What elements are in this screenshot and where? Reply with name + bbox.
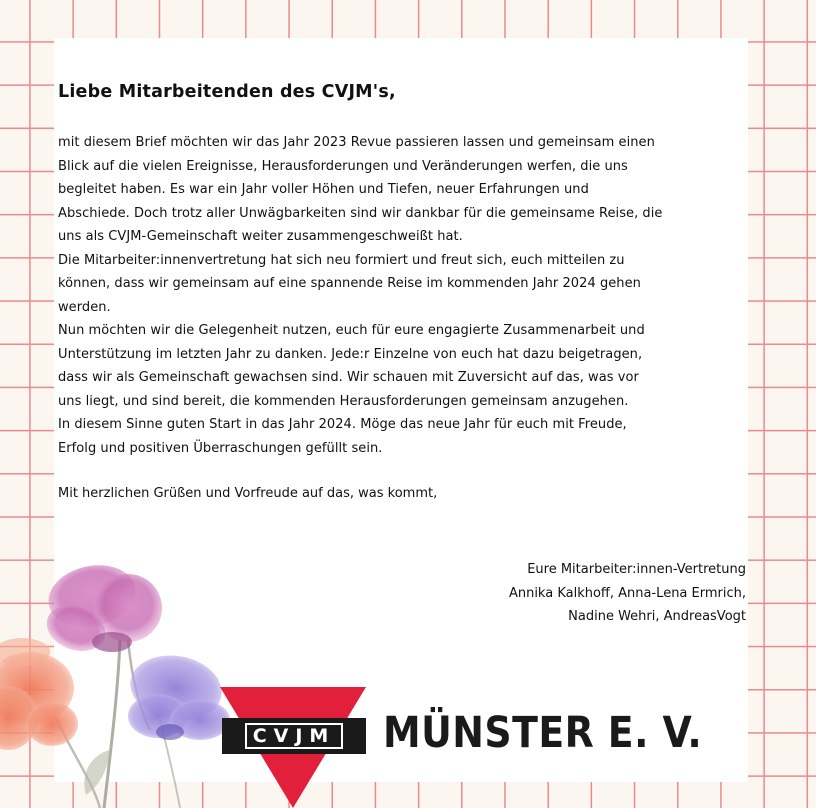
signature-line: Nadine Wehri, AndreasVogt: [568, 609, 746, 624]
letter-line: Blick auf die vielen Ereignisse, Herausforderungen und Veränderungen werfen, die uns: [58, 158, 628, 174]
watercolor-flowers: [0, 560, 240, 808]
signature-line: Eure Mitarbeiter:innen-Vertretung: [527, 562, 746, 577]
letter-paragraph: [58, 131, 748, 460]
letter-closing: Mit herzlichen Grüßen und Vorfreude auf das, was kommt,: [58, 486, 438, 501]
letter-line: werden.: [58, 299, 111, 315]
letter-line: Die Mitarbeiter:innenvertretung hat sich neu formiert und freut sich, euch mitteilen zu: [58, 252, 625, 268]
letter-line: Unterstützung im letzten Jahr zu danken. Jede:r Einzelne von euch hat dazu beigetragen,: [58, 346, 643, 362]
letter-line: dass wir als Gemeinschaft gewachsen sind. Wir schauen mit Zuversicht auf das, was vor: [58, 370, 639, 385]
letter-line: uns als CVJM-Gemeinschaft weiter zusammengeschweißt hat.: [58, 229, 463, 244]
letter-line: In diesem Sinne guten Start in das Jahr 2024. Möge das neue Jahr für euch mit Freude,: [58, 417, 627, 432]
letter-line: Abschiede. Doch trotz aller Unwägbarkeiten sind wir dankbar für die gemeinsame Reise, die: [58, 205, 663, 221]
letter-line: Nun möchten wir die Gelegenheit nutzen, euch für eure engagierte Zusammenarbeit und: [58, 323, 645, 338]
cvjm-logo-text: CVJM: [245, 723, 344, 749]
letter-greeting: Liebe Mitarbeitenden des CVJM's,: [58, 82, 396, 102]
cvjm-logo-mark: [222, 718, 366, 754]
letter-line: Erfolg und positiven Überraschungen gefüllt sein.: [58, 440, 383, 456]
logo-name: MÜNSTER E. V.: [383, 708, 703, 758]
letter-line: können, dass wir gemeinsam auf eine spannende Reise im kommenden Jahr 2024 gehen: [58, 276, 641, 291]
letter-line: begleitet haben. Es war ein Jahr voller Höhen und Tiefen, neuer Erfahrungen und: [58, 182, 589, 197]
letter-body: [58, 82, 748, 506]
letter-line: mit diesem Brief möchten wir das Jahr 2023 Revue passieren lassen und gemeinsam einen: [58, 135, 655, 150]
letter-line: uns liegt, und sind bereit, die kommenden Herausforderungen gemeinsam anzugehen.: [58, 393, 629, 409]
signature-line: Annika Kalkhoff, Anna-Lena Ermrich,: [508, 585, 746, 601]
signature-block: [509, 558, 746, 629]
